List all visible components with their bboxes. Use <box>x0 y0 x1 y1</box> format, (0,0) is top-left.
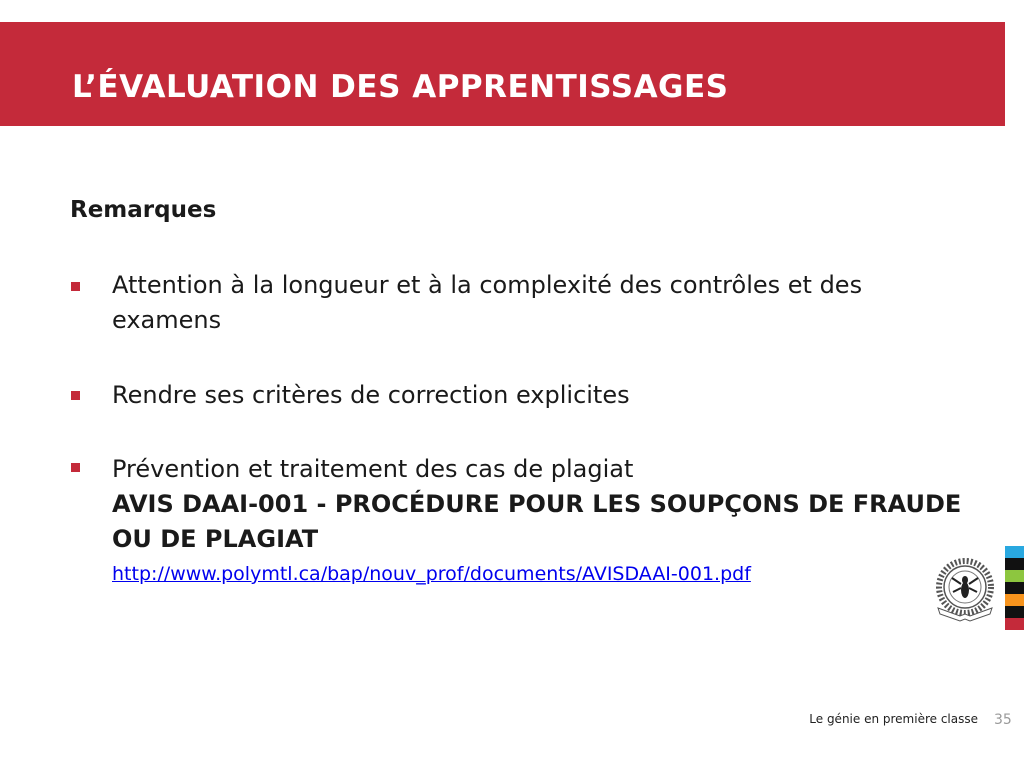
list-item-text: Prévention et traitement des cas de plagiat <box>112 455 634 483</box>
strip-segment <box>1005 582 1024 594</box>
bullet-icon <box>71 282 80 291</box>
strip-segment <box>1005 570 1024 582</box>
bullet-icon <box>71 391 80 400</box>
list-item <box>112 452 962 557</box>
brand-color-strip <box>1005 546 1024 630</box>
page-number: 35 <box>994 712 1012 728</box>
footer-tagline: Le génie en première classe <box>809 712 978 726</box>
list-item-text: Rendre ses critères de correction explicites <box>112 381 630 409</box>
strip-segment <box>1005 618 1024 630</box>
slide-title: L’ÉVALUATION DES APPRENTISSAGES <box>72 69 729 105</box>
bullet-icon <box>71 463 80 472</box>
strip-segment <box>1005 546 1024 558</box>
strip-segment <box>1005 594 1024 606</box>
list-item <box>112 378 962 413</box>
list-item-bold-text: AVIS DAAI-001 - PROCÉDURE POUR LES SOUPÇONS DE FRAUDE OU DE PLAGIAT <box>112 490 962 553</box>
section-heading: Remarques <box>70 197 217 223</box>
list-item-text: Attention à la longueur et à la complexité des contrôles et des examens <box>112 271 863 334</box>
document-link[interactable]: http://www.polymtl.ca/bap/nouv_prof/documents/AVISDAAI-001.pdf <box>112 563 751 585</box>
strip-segment <box>1005 558 1024 570</box>
list-item <box>112 268 962 338</box>
polytechnique-seal-icon <box>930 554 1000 624</box>
strip-segment <box>1005 606 1024 618</box>
